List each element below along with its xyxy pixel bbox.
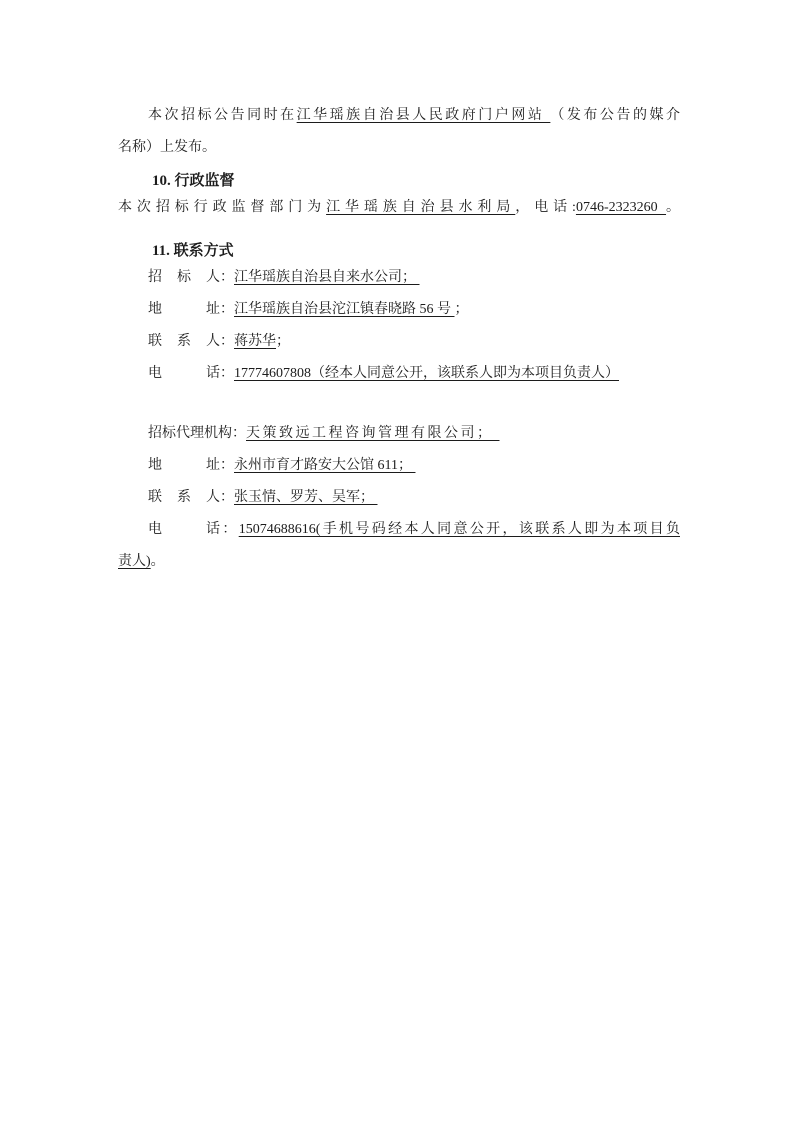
contact-value-underlined: 永州市育才路安大公馆 611； xyxy=(234,458,416,473)
contact-value-underlined: 17774607808（经本人同意公开，该联系人即为本项目负责人） xyxy=(234,366,619,381)
continuation-underlined: 责人) xyxy=(118,554,151,569)
admin-supervision-line xyxy=(118,192,680,224)
continuation-plain: 。 xyxy=(150,554,165,569)
contact-label: 联系人 xyxy=(148,490,220,505)
publish-media-underlined: 江华瑶族自治县人民政府门户网站 xyxy=(296,108,551,123)
section-11-heading: 11. 联系方式 xyxy=(152,243,234,259)
contact-value-underlined: 天策致远工程咨询管理有限公司； xyxy=(246,426,500,441)
contact-label: 联系人 xyxy=(148,334,220,349)
publish-text-suffix: （发布公告的媒介 xyxy=(550,108,680,123)
supervision-text-suffix: 。 xyxy=(666,200,681,215)
contact-label: 招标人 xyxy=(148,270,220,285)
contact-label: 电话 xyxy=(148,522,220,537)
contact-label: 招标代理机构 xyxy=(148,426,232,441)
contact-value-underlined: 蒋苏华 xyxy=(234,334,276,349)
contact-label: 地址 xyxy=(148,302,220,317)
contact-colon: ： xyxy=(220,522,239,537)
contact-value-underlined: 江华瑶族自治县沱江镇春晓路 56 号 xyxy=(234,302,455,317)
supervision-department-underlined: 江华瑶族自治县水利局 xyxy=(326,200,516,215)
supervision-text-middle: ，电话: xyxy=(515,200,576,215)
contact-row-agency-phone xyxy=(118,514,680,546)
contact-colon: ： xyxy=(220,302,234,317)
contact-colon: ： xyxy=(220,490,234,505)
contact-label: 电话 xyxy=(148,366,220,381)
contact-row-tenderer-name xyxy=(118,262,680,294)
contact-label: 地址 xyxy=(148,458,220,473)
publish-paragraph-line1 xyxy=(118,100,680,132)
tenderer-contact-block xyxy=(118,262,680,390)
agency-contact-block xyxy=(118,418,680,578)
contact-colon: ： xyxy=(232,426,246,441)
publish-text-prefix: 本次招标公告同时在 xyxy=(148,108,297,123)
contact-value-underlined: 张玉情、罗芳、吴军； xyxy=(234,490,378,505)
contact-value-underlined: 15074688616(手机号码经本人同意公开，该联系人即为本项目负 xyxy=(238,522,680,537)
contact-colon: ： xyxy=(220,458,234,473)
contact-value-underlined: 江华瑶族自治县自来水公司； xyxy=(234,270,420,285)
contact-row-agency-person xyxy=(118,482,680,514)
contact-value-plain: ； xyxy=(454,302,469,317)
publish-paragraph-line2: 名称）上发布。 xyxy=(118,140,216,155)
contact-row-tenderer-address xyxy=(118,294,680,326)
supervision-phone-underlined: 0746-2323260 xyxy=(575,200,667,215)
contact-row-tenderer-person xyxy=(118,326,680,358)
contact-colon: ： xyxy=(220,334,234,349)
section-10-heading: 10. 行政监督 xyxy=(152,173,235,189)
contact-colon: ： xyxy=(220,270,234,285)
agency-phone-continuation xyxy=(118,546,680,578)
contact-row-agency-address xyxy=(118,450,680,482)
contact-row-agency-name xyxy=(118,418,680,450)
supervision-text-prefix: 本次招标行政监督部门为 xyxy=(118,200,327,215)
contact-row-tenderer-phone xyxy=(118,358,680,390)
contact-colon: ： xyxy=(220,366,234,381)
contact-value-plain: ； xyxy=(276,334,290,349)
